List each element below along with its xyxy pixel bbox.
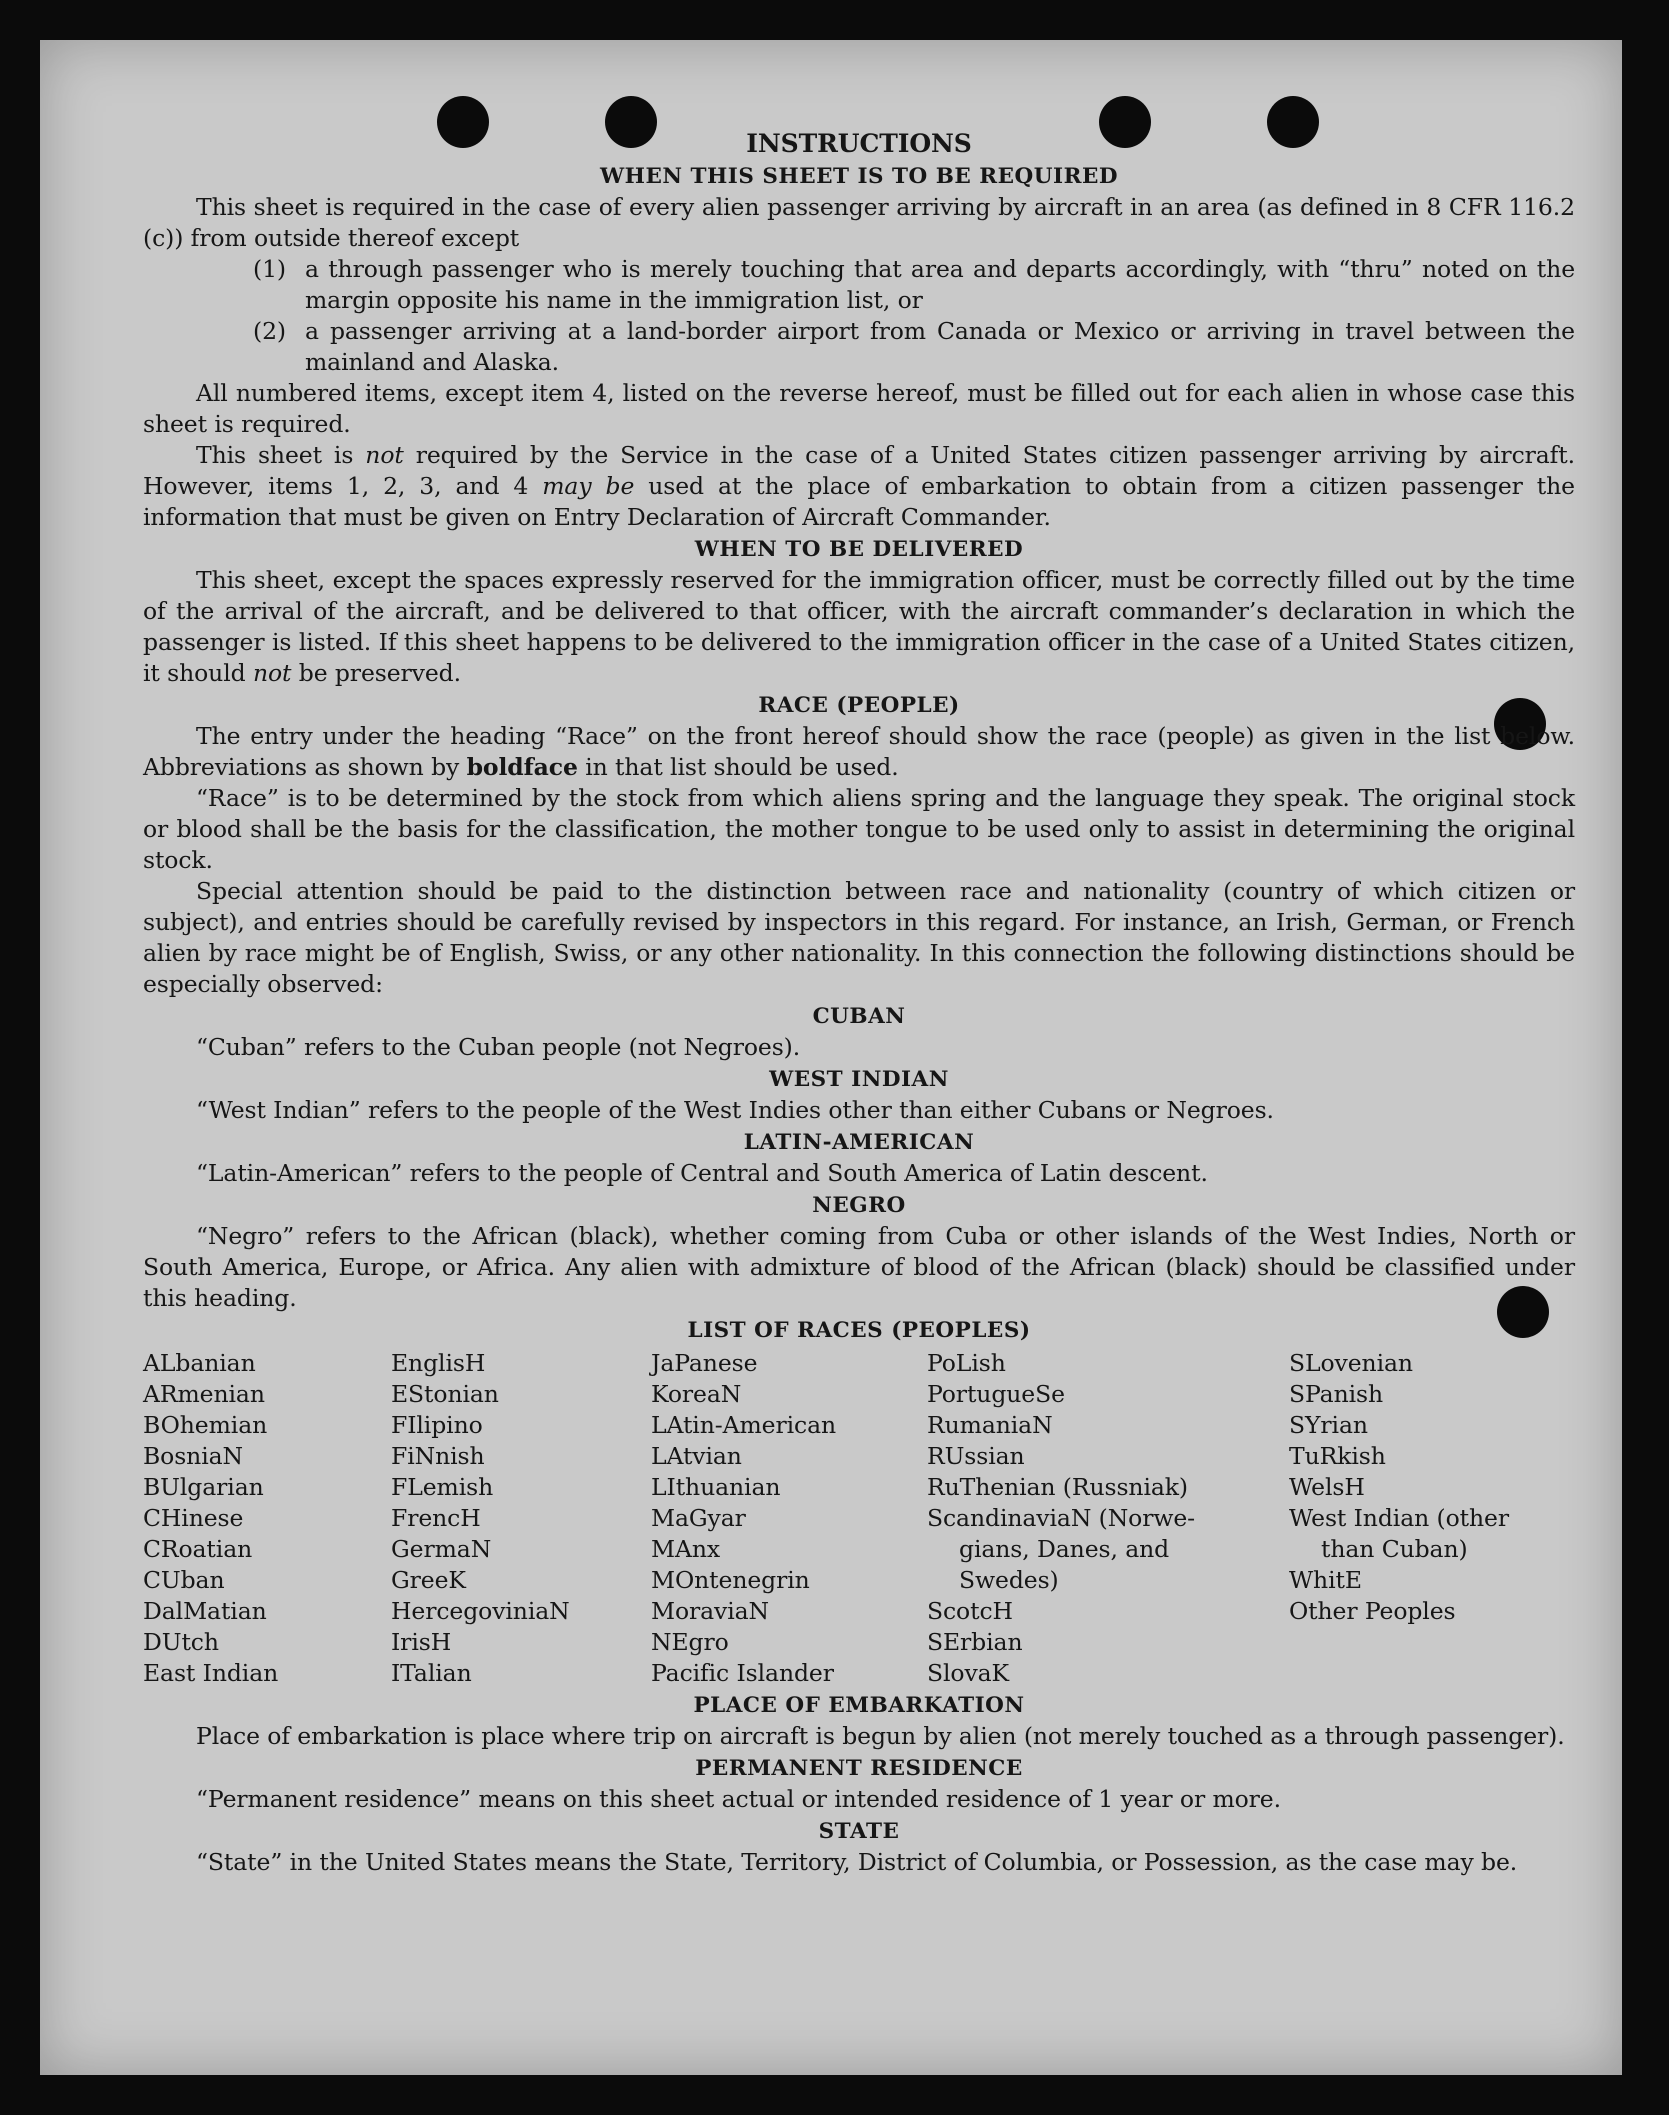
list-item: BUlgarian [143, 1473, 264, 1501]
heading-when-delivered: WHEN TO BE DELIVERED [694, 537, 1024, 562]
list-item: SErbian [927, 1628, 1023, 1656]
races-table [143, 1348, 1575, 1689]
page-title: INSTRUCTIONS [746, 129, 972, 158]
list-item: WhitE [1289, 1566, 1362, 1594]
list-item: FrencH [391, 1504, 481, 1532]
embarkation-paragraph: Place of embarkation is place where trip on aircraft is begun by alien (not merely touched as a through passenger). [196, 1722, 1565, 1750]
residence-paragraph: “Permanent residence” means on this sheet actual or intended residence of 1 year or more. [196, 1785, 1281, 1813]
list-item: ScandinaviaN (Norwe- [927, 1504, 1196, 1532]
list-item: gians, Danes, and [959, 1535, 1170, 1563]
list-item: MaGyar [651, 1504, 746, 1532]
heading-place-of-embarkation: PLACE OF EMBARKATION [693, 1693, 1025, 1718]
list-item: SYrian [1289, 1411, 1368, 1439]
list-item: FIlipino [391, 1411, 483, 1439]
races-column-4 [927, 1348, 1289, 1689]
instructions-body [143, 122, 1575, 1878]
delivered-paragraph: This sheet, except the spaces expressly reserved for the immigration officer, must be correctly filled out by the time of the arrival of the aircraft, and be delivered to that officer, with the aircraft commander’s declaration in which the passenger is listed. If this sheet happens to be delivered to the immigration officer in the case of a United States citizen, it should not be preserved. [143, 566, 1575, 687]
latin-american-paragraph: “Latin-American” refers to the people of Central and South America of Latin descent. [196, 1159, 1208, 1187]
exception-item-1 [253, 254, 1575, 316]
races-column-2 [391, 1348, 651, 1689]
heading-permanent-residence: PERMANENT RESIDENCE [695, 1756, 1023, 1781]
item-text: a passenger arriving at a land-border airport from Canada or Mexico or arriving in travel between the mainland and Alaska. [305, 317, 1575, 376]
list-item: CHinese [143, 1504, 244, 1532]
heading-west-indian: WEST INDIAN [769, 1067, 949, 1092]
list-item: IrisH [391, 1628, 452, 1656]
list-item: TuRkish [1289, 1442, 1386, 1470]
heading-negro: NEGRO [812, 1193, 906, 1218]
list-item: SLovenian [1289, 1349, 1413, 1377]
list-item: JaPanese [651, 1349, 758, 1377]
heading-race: RACE (PEOPLE) [758, 693, 960, 718]
races-column-5 [1289, 1348, 1575, 1689]
exception-item-2 [253, 316, 1575, 378]
list-item: WelsH [1289, 1473, 1365, 1501]
list-item: EStonian [391, 1380, 499, 1408]
list-item: ScotcH [927, 1597, 1013, 1625]
list-item: SlovaK [927, 1659, 1010, 1687]
required-paragraph: This sheet is required in the case of every alien passenger arriving by aircraft in an area (as defined in 8 CFR 116.2 (c)) from outside thereof except [143, 193, 1575, 252]
item-number: (1) [253, 255, 286, 283]
list-item: MOntenegrin [651, 1566, 810, 1594]
west-indian-paragraph: “West Indian” refers to the people of the West Indies other than either Cubans or Negroes. [196, 1096, 1274, 1124]
heading-cuban: CUBAN [812, 1004, 906, 1029]
list-item: CUban [143, 1566, 225, 1594]
list-item: ARmenian [143, 1380, 265, 1408]
list-item: East Indian [143, 1659, 279, 1687]
list-item: PortugueSe [927, 1380, 1065, 1408]
item-number: (2) [253, 317, 286, 345]
citizen-paragraph: This sheet is not required by the Service in the case of a United States citizen passenger arriving by aircraft. However, items 1, 2, 3, and 4 may be used at the place of embarkation to obtain from a citizen passenger the information that must be given on Entry Declaration of Aircraft Commander. [143, 441, 1575, 531]
races-column-3 [651, 1348, 927, 1689]
item-text: a through passenger who is merely touching that area and departs accordingly, with “thru” noted on the margin opposite his name in the immigration list, or [305, 255, 1575, 314]
list-item: ALbanian [143, 1349, 256, 1377]
state-paragraph: “State” in the United States means the State, Territory, District of Columbia, or Possession, as the case may be. [196, 1848, 1518, 1876]
cuban-paragraph: “Cuban” refers to the Cuban people (not Negroes). [196, 1033, 801, 1061]
negro-paragraph: “Negro” refers to the African (black), whether coming from Cuba or other islands of the West Indies, North or South America, Europe, or Africa. Any alien with admixture of blood of the African (black) should be classified under this heading. [143, 1222, 1575, 1312]
list-item: DUtch [143, 1628, 219, 1656]
list-item: RuThenian (Russniak) [927, 1473, 1188, 1501]
heading-state: STATE [818, 1819, 900, 1844]
list-item: EnglisH [391, 1349, 486, 1377]
list-item: FLemish [391, 1473, 494, 1501]
list-item: Swedes) [959, 1566, 1059, 1594]
numbered-items-paragraph: All numbered items, except item 4, listed on the reverse hereof, must be filled out for each alien in whose case this sheet is required. [143, 379, 1575, 438]
list-item: SPanish [1289, 1380, 1384, 1408]
list-item: LIthuanian [651, 1473, 781, 1501]
list-item: LAtvian [651, 1442, 742, 1470]
heading-latin-american: LATIN-AMERICAN [743, 1130, 975, 1155]
list-item: RumaniaN [927, 1411, 1053, 1439]
race-paragraph-1: The entry under the heading “Race” on the front hereof should show the race (people) as given in the list below. Abbreviations as shown by boldface in that list should be used. [143, 722, 1575, 781]
list-item: PoLish [927, 1349, 1006, 1377]
list-item: HercegoviniaN [391, 1597, 570, 1625]
races-column-1 [143, 1348, 391, 1689]
race-paragraph-2: “Race” is to be determined by the stock from which aliens spring and the language they speak. The original stock or blood shall be the basis for the classification, the mother tongue to be used only to assist in determining the original stock. [143, 784, 1575, 874]
list-item: NEgro [651, 1628, 729, 1656]
list-item: LAtin-American [651, 1411, 837, 1439]
list-item: CRoatian [143, 1535, 253, 1563]
list-item: RUssian [927, 1442, 1025, 1470]
list-item: West Indian (other [1289, 1504, 1509, 1532]
list-item: Other Peoples [1289, 1597, 1456, 1625]
list-item: BOhemian [143, 1411, 268, 1439]
list-item: GermaN [391, 1535, 492, 1563]
list-item: than Cuban) [1321, 1535, 1468, 1563]
list-item: MoraviaN [651, 1597, 770, 1625]
list-item: DalMatian [143, 1597, 267, 1625]
list-item: KoreaN [651, 1380, 742, 1408]
race-paragraph-3: Special attention should be paid to the distinction between race and nationality (country of which citizen or subject), and entries should be carefully revised by inspectors in this regard. For instance, an Irish, German, or French alien by race might be of English, Swiss, or any other nationality. In this connection the following distinctions should be especially observed: [143, 877, 1575, 998]
list-item: FiNnish [391, 1442, 485, 1470]
document-page [40, 40, 1622, 2075]
heading-when-required: WHEN THIS SHEET IS TO BE REQUIRED [600, 164, 1118, 189]
list-item: MAnx [651, 1535, 721, 1563]
heading-list-of-races: LIST OF RACES (PEOPLES) [687, 1318, 1031, 1343]
list-item: ITalian [391, 1659, 472, 1687]
list-item: GreeK [391, 1566, 466, 1594]
list-item: Pacific Islander [651, 1659, 834, 1687]
list-item: BosniaN [143, 1442, 244, 1470]
